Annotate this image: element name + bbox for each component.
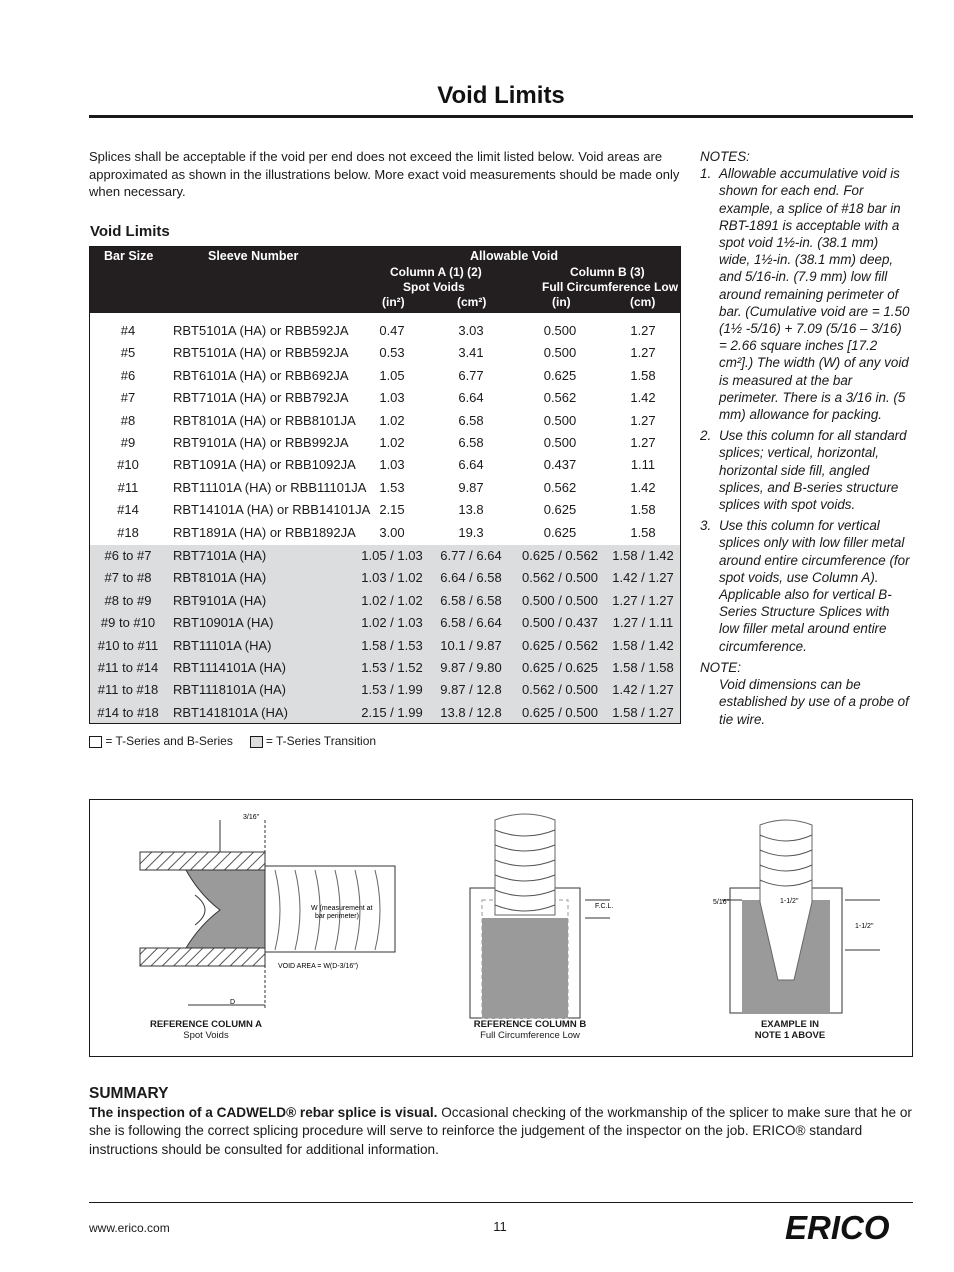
note-number: 3. [700,518,712,534]
cell-bar: #18 [117,524,139,540]
cell-b-in: 0.437 [543,457,577,473]
cell-b-in: 0.500 / 0.437 [522,615,598,631]
table-row [90,410,680,432]
cell-a-in: 1.02 [379,435,405,450]
cell-b-cm: 1.27 / 1.11 [612,615,674,631]
cell-a-cm: 6.77 [458,367,484,383]
cell-b-cm: 1.42 [630,479,656,495]
table-row [90,365,680,387]
cell-b-in: 0.625 [543,502,577,518]
cell-a-cm: 13.8 [458,502,484,518]
cell-b-in: 0.625 [543,367,577,383]
cell-b-in: 0.625 / 0.625 [522,660,598,675]
summary-heading: SUMMARY [89,1085,169,1102]
cell-b-cm: 1.42 / 1.27 [612,570,674,586]
cell-sleeve: RBT10901A (HA) [173,615,274,631]
svg-text:F.C.L.: F.C.L. [595,903,614,910]
cell-bar: #14 to #18 [97,704,159,720]
cell-b-in: 0.625 [543,524,577,540]
cell-a-cm: 6.64 [458,390,484,406]
cell-sleeve: RBT8101A (HA) or RBB8101JA [173,412,356,428]
cell-sleeve: RBT9101A (HA) [173,592,267,608]
cell-a-in: 1.02 [379,412,405,428]
svg-text:W (measurement at: W (measurement at [311,905,373,912]
cell-bar: #14 [117,502,139,518]
cell-a-cm: 9.87 [458,479,484,495]
cell-a-in: 1.53 / 1.52 [361,660,423,675]
cell-bar: #10 to #11 [97,637,159,653]
cell-b-cm: 1.27 / 1.27 [612,592,674,608]
cell-a-cm: 9.87 / 12.8 [440,682,502,698]
cell-b-in: 0.500 [543,412,577,428]
cell-bar: #8 [120,412,136,428]
cell-b-cm: 1.42 / 1.27 [612,682,674,698]
erico-logo [785,1211,915,1250]
header-allowable-void: Allowable Void [470,249,558,263]
table-row [90,454,680,476]
header-bar-size: Bar Size [104,249,154,263]
note-item [700,517,912,655]
cell-a-cm: 9.87 / 9.80 [440,660,502,675]
cell-a-in: 1.02 / 1.02 [361,592,423,608]
cell-bar: #6 [120,367,136,383]
void-illustrations [89,799,913,1057]
header-full-circumference: Full Circumference Low [542,280,679,294]
cell-a-cm: 6.58 / 6.58 [440,592,502,608]
legend-white-swatch [89,736,102,748]
cell-b-in: 0.500 / 0.500 [522,592,598,608]
cell-b-in: 0.562 / 0.500 [522,682,598,698]
transition-rows [90,545,680,723]
cell-b-cm: 1.42 [630,390,656,406]
cell-sleeve: RBT9101A (HA) or RBB992JA [173,435,349,450]
cell-bar: #6 to #7 [104,548,152,563]
cell-bar: #11 to #14 [97,660,159,675]
cell-a-cm: 10.1 / 9.87 [440,637,502,653]
illustration-drawing [90,800,912,1056]
cell-sleeve: RBT11101A (HA) or RBB11101JA [173,479,367,495]
cell-a-cm: 19.3 [458,524,484,540]
cell-sleeve: RBT1114101A (HA) [173,660,286,675]
unit-in: (in) [552,295,571,309]
legend-grey-label: = T-Series Transition [265,734,377,748]
cell-a-in: 1.02 / 1.03 [361,615,423,631]
svg-text:bar perimeter): bar perimeter) [315,913,359,920]
cell-bar: #11 [117,479,139,495]
cell-sleeve: RBT8101A (HA) [173,570,267,586]
header-column-a: Column A (1) (2) [390,265,482,279]
table-row [90,432,680,454]
cell-a-cm: 13.8 / 12.8 [440,704,502,720]
table-row [90,477,680,499]
cell-sleeve: RBT1891A (HA) or RBB1892JA [173,524,356,540]
unit-in2: (in²) [382,295,405,309]
table-row [90,702,680,724]
cell-sleeve: RBT1118101A (HA) [173,682,286,698]
cell-bar: #11 to #18 [97,682,159,698]
caption-column-a: REFERENCE COLUMN A Spot Voids [149,1019,263,1041]
cell-a-in: 2.15 [379,502,405,518]
void-limits-table [89,246,681,724]
cell-a-in: 0.47 [379,323,405,338]
cell-bar: #4 [120,323,136,338]
cell-a-in: 1.03 [379,457,405,473]
table-header [90,247,680,313]
cell-b-cm: 1.58 / 1.58 [612,660,674,675]
cell-bar: #9 [120,435,136,450]
cell-a-in: 1.05 [379,367,405,383]
table-row [90,387,680,409]
note-number: 2. [700,428,712,444]
cell-b-cm: 1.58 / 1.27 [612,704,674,720]
cell-b-in: 0.625 / 0.500 [522,704,598,720]
title-rule [89,115,913,118]
cell-bar: #10 [117,457,139,473]
note-text: Use this column for all standard splices; vertical, horizontal, horizontal side fill, angled splices, and B-series structure splices with spot voids. [719,428,907,513]
summary-lead: The inspection of a CADWELD® rebar splice is visual. [89,1105,438,1120]
cell-b-cm: 1.58 / 1.42 [612,548,674,563]
note-heading: NOTE: [700,659,741,675]
cell-sleeve: RBT1091A (HA) or RBB1092JA [173,457,356,473]
cell-a-in: 1.03 [379,390,405,406]
cell-b-in: 0.625 / 0.562 [522,637,598,653]
cell-a-cm: 6.77 / 6.64 [440,548,502,563]
unit-cm2: (cm²) [457,295,487,309]
notes-column [700,148,912,728]
notes-list [700,165,912,655]
cell-a-in: 3.00 [379,524,405,540]
cell-a-in: 2.15 / 1.99 [361,704,423,720]
table-heading: Void Limits [90,223,170,240]
a-dim-top: 3/16" [243,814,260,821]
cell-a-in: 1.53 / 1.99 [361,682,423,698]
legend-grey-swatch [250,736,263,748]
svg-text:1-1/2": 1-1/2" [855,923,874,930]
cell-a-in: 0.53 [379,345,405,361]
page-title: Void Limits [437,82,565,109]
cell-b-cm: 1.58 [630,502,656,518]
svg-text:VOID AREA = W(D-3/16"): VOID AREA = W(D-3/16") [278,963,359,970]
note-item [700,165,912,423]
cell-b-in: 0.562 [543,479,577,495]
svg-text:5/16": 5/16" [713,899,730,906]
cell-b-cm: 1.58 [630,367,656,383]
cell-b-in: 0.562 [543,390,577,406]
table-row [90,499,680,521]
summary-body: Occasional checking of the workmanship of the splicer to make sure that he or she is following the correct splicing procedure will serve to reinforce the judgement of the inspector on the job. ERICO® standard instructions should be consulted for additional information. [89,1105,912,1157]
header-sleeve-number: Sleeve Number [208,249,299,263]
cell-a-cm: 6.58 / 6.64 [440,615,502,631]
table-row [90,679,680,701]
page-number: 11 [493,1219,507,1234]
cell-a-in: 1.05 / 1.03 [361,548,423,563]
cell-sleeve: RBT11101A (HA) [173,637,272,653]
cell-sleeve: RBT6101A (HA) or RBB692JA [173,367,349,383]
cell-b-cm: 1.58 [630,524,656,540]
cell-b-in: 0.500 [543,435,577,450]
cell-b-in: 0.562 / 0.500 [522,570,598,586]
standard-rows [90,313,680,545]
cell-sleeve: RBT7101A (HA) [173,548,267,563]
cell-sleeve: RBT14101A (HA) or RBB14101JA [173,502,371,518]
cell-bar: #8 to #9 [104,592,152,608]
cell-a-cm: 6.64 [458,457,484,473]
table-row [90,342,680,364]
summary-paragraph [89,1104,913,1159]
cell-b-in: 0.500 [543,323,577,338]
cell-b-in: 0.500 [543,345,577,361]
cell-a-cm: 6.58 [458,435,484,450]
cell-sleeve: RBT5101A (HA) or RBB592JA [173,345,349,361]
cell-b-in: 0.625 / 0.562 [522,548,598,563]
note-text: Use this column for vertical splices only with low filler metal around entire circumference (for spot voids, use Column A). Applicable also for vertical B-Series Structure Splices with low filler metal around entire circumference. [719,518,910,654]
logo-text: ERICO [785,1211,890,1245]
intro-paragraph: Splices shall be acceptable if the void per end does not exceed the limit listed below. Void areas are approximated as shown in the illustrations below. More exact void measurements should be made only when necessary. [89,149,680,199]
cell-sleeve: RBT5101A (HA) or RBB592JA [173,323,349,338]
footer-rule [89,1202,913,1203]
cell-sleeve: RBT7101A (HA) or RBB792JA [173,390,349,406]
note-number: 1. [700,166,712,182]
caption-column-b: REFERENCE COLUMN B Full Circumference Low [473,1019,587,1041]
note-text: Allowable accumulative void is shown for each end. For example, a splice of #18 bar in RBT-1891 is acceptable with a spot void 1½-in. (38.1 mm) wide, 1½-in. (38.1 mm) deep, and 5/16-in. (7.9 mm) low fill around remaining perimeter of bar. (Cumulative void are = 1.50 (1½ -5/16) + 7.09 (5/16 – 3/16) = 2.66 square inches [17.2 cm²].) The width (W) of any void is measured at the bar perimeter. There is a 3/16 in. (5 mm) allowance for packing. [719,166,910,423]
cell-bar: #9 to #10 [100,615,156,631]
note-item [700,427,912,513]
note-text: Void dimensions can be established by use of a probe of tie wire. [719,677,909,727]
svg-text:D: D [230,999,236,1006]
example-illustration [722,820,880,1013]
cell-sleeve: RBT1418101A (HA) [173,704,288,720]
table-row [90,612,680,634]
notes-heading: NOTES: [700,149,750,164]
cell-bar: #5 [120,345,136,361]
table-row [90,522,680,544]
cell-b-cm: 1.27 [630,412,656,428]
cell-a-in: 1.53 [379,479,405,495]
column-b-illustration [470,814,610,1018]
header-spot-voids: Spot Voids [403,280,465,294]
cell-b-cm: 1.27 [630,323,656,338]
cell-bar: #7 to #8 [104,570,152,586]
table-row [90,320,680,342]
table-row [90,635,680,657]
footer-url[interactable]: www.erico.com [89,1221,170,1235]
cell-b-cm: 1.27 [630,345,656,361]
cell-a-in: 1.58 / 1.53 [361,637,423,653]
caption-example: EXAMPLE IN NOTE 1 ABOVE [754,1019,826,1041]
cell-a-cm: 3.03 [458,323,484,338]
cell-a-cm: 3.41 [458,345,484,361]
cell-b-cm: 1.27 [630,435,656,450]
table-row [90,590,680,612]
cell-a-cm: 6.64 / 6.58 [440,570,502,586]
unit-cm: (cm) [630,295,656,309]
table-legend [89,734,376,748]
cell-bar: #7 [120,390,136,406]
cell-a-in: 1.03 / 1.02 [361,570,423,586]
cell-b-cm: 1.11 [630,457,656,473]
cell-a-cm: 6.58 [458,412,484,428]
cell-b-cm: 1.58 / 1.42 [612,637,674,653]
table-row [90,657,680,679]
header-column-b: Column B (3) [570,265,645,279]
table-row [90,567,680,589]
svg-text:1-1/2": 1-1/2" [780,898,799,905]
table-row [90,545,680,567]
legend-white-label: = T-Series and B-Series [105,734,233,748]
